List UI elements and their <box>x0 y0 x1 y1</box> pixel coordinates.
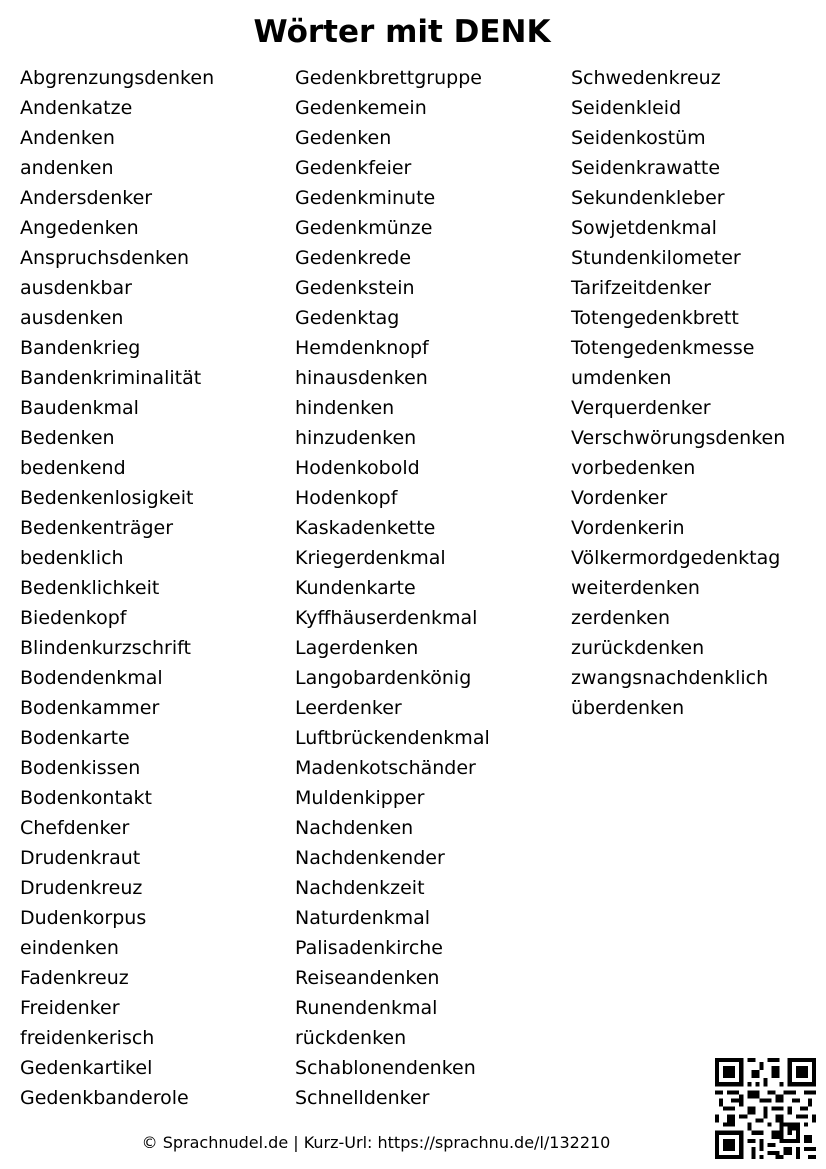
word-item: Nachdenkzeit <box>295 877 425 899</box>
word-item: bedenklich <box>20 547 124 569</box>
word-item: hindenken <box>295 397 395 419</box>
word-item: Drudenkreuz <box>20 877 143 899</box>
word-item: Bodenkammer <box>20 697 160 719</box>
qr-code-icon <box>715 1058 816 1159</box>
word-item: Andersdenker <box>20 187 153 209</box>
word-item: Bedenklichkeit <box>20 577 160 599</box>
word-item: Chefdenker <box>20 817 130 839</box>
word-item: Madenkotschänder <box>295 757 476 779</box>
word-item: rückdenken <box>295 1027 407 1049</box>
word-item: Abgrenzungsdenken <box>20 67 215 89</box>
word-item: Nachdenkender <box>295 847 445 869</box>
word-item: Seidenkleid <box>571 97 682 119</box>
word-item: Luftbrückendenkmal <box>295 727 490 749</box>
word-item: Leerdenker <box>295 697 402 719</box>
footer-credit: © Sprachnudel.de | Kurz-Url: https://sprachnu.de/l/132210 <box>141 1133 611 1152</box>
word-item: Bodenkarte <box>20 727 130 749</box>
word-item: Anspruchsdenken <box>20 247 190 269</box>
word-item: Bedenken <box>20 427 115 449</box>
word-item: Gedenkrede <box>295 247 412 269</box>
word-item: Bandenkriminalität <box>20 367 202 389</box>
word-item: hinzudenken <box>295 427 417 449</box>
word-item: Langobardenkönig <box>295 667 472 689</box>
word-item: Hodenkopf <box>295 487 398 509</box>
word-item: Biedenkopf <box>20 607 127 629</box>
word-item: Gedenkartikel <box>20 1057 153 1079</box>
word-item: Baudenkmal <box>20 397 139 419</box>
word-item: zwangsnachdenklich <box>571 667 769 689</box>
word-item: Totengedenkmesse <box>571 337 755 359</box>
word-item: Bandenkrieg <box>20 337 141 359</box>
word-item: Stundenkilometer <box>571 247 741 269</box>
word-item: Dudenkorpus <box>20 907 147 929</box>
word-item: Gedenkfeier <box>295 157 412 179</box>
word-item: Freidenker <box>20 997 120 1019</box>
word-item: freidenkerisch <box>20 1027 155 1049</box>
word-item: Gedenkminute <box>295 187 436 209</box>
word-item: Fadenkreuz <box>20 967 129 989</box>
word-item: Gedenkemein <box>295 97 427 119</box>
word-item: Kriegerdenkmal <box>295 547 446 569</box>
word-item: Gedenkbanderole <box>20 1087 189 1109</box>
word-item: Bedenkenlosigkeit <box>20 487 194 509</box>
word-item: Palisadenkirche <box>295 937 443 959</box>
page-title: Wörter mit DENK <box>253 14 551 50</box>
word-item: Sowjetdenkmal <box>571 217 717 239</box>
word-item: Gedenkmünze <box>295 217 433 239</box>
word-item: Nachdenken <box>295 817 414 839</box>
word-item: Reiseandenken <box>295 967 440 989</box>
word-item: Vordenker <box>571 487 668 509</box>
word-item: Schwedenkreuz <box>571 67 721 89</box>
word-column-1 <box>20 63 214 1113</box>
word-item: Vordenkerin <box>571 517 685 539</box>
word-item: Hodenkobold <box>295 457 420 479</box>
word-item: eindenken <box>20 937 119 959</box>
word-item: Bodendenkmal <box>20 667 163 689</box>
word-item: Gedenkbrettgruppe <box>295 67 482 89</box>
word-item: Lagerdenken <box>295 637 419 659</box>
word-item: hinausdenken <box>295 367 428 389</box>
word-item: Schablonendenken <box>295 1057 476 1079</box>
word-item: Bodenkissen <box>20 757 141 779</box>
word-item: Naturdenkmal <box>295 907 431 929</box>
word-item: Sekundenkleber <box>571 187 725 209</box>
word-item: Hemdenknopf <box>295 337 429 359</box>
word-column-2 <box>295 63 490 1113</box>
word-item: Kyffhäuserdenkmal <box>295 607 478 629</box>
word-item: Blindenkurzschrift <box>20 637 191 659</box>
word-item: ausdenkbar <box>20 277 132 299</box>
word-item: Seidenkostüm <box>571 127 706 149</box>
word-item: Muldenkipper <box>295 787 425 809</box>
word-item: bedenkend <box>20 457 126 479</box>
word-item: Bodenkontakt <box>20 787 152 809</box>
word-item: umdenken <box>571 367 672 389</box>
word-item: Schnelldenker <box>295 1087 430 1109</box>
word-item: Totengedenkbrett <box>571 307 739 329</box>
word-item: Seidenkrawatte <box>571 157 721 179</box>
word-item: Gedenkstein <box>295 277 415 299</box>
word-item: zurückdenken <box>571 637 705 659</box>
word-item: Völkermordgedenktag <box>571 547 781 569</box>
word-item: Kundenkarte <box>295 577 416 599</box>
word-item: Gedenken <box>295 127 392 149</box>
word-item: Andenken <box>20 127 115 149</box>
word-column-3 <box>571 63 785 723</box>
word-item: Angedenken <box>20 217 139 239</box>
word-item: Gedenktag <box>295 307 400 329</box>
word-item: Andenkatze <box>20 97 133 119</box>
word-item: Kaskadenkette <box>295 517 436 539</box>
word-item: Runendenkmal <box>295 997 438 1019</box>
word-item: Verquerdenker <box>571 397 711 419</box>
word-item: Drudenkraut <box>20 847 141 869</box>
word-item: andenken <box>20 157 114 179</box>
word-item: Verschwörungsdenken <box>571 427 786 449</box>
word-item: überdenken <box>571 697 685 719</box>
word-item: zerdenken <box>571 607 670 629</box>
word-item: ausdenken <box>20 307 124 329</box>
word-item: weiterdenken <box>571 577 700 599</box>
word-item: Bedenkenträger <box>20 517 174 539</box>
word-item: vorbedenken <box>571 457 696 479</box>
word-item: Tarifzeitdenker <box>571 277 711 299</box>
